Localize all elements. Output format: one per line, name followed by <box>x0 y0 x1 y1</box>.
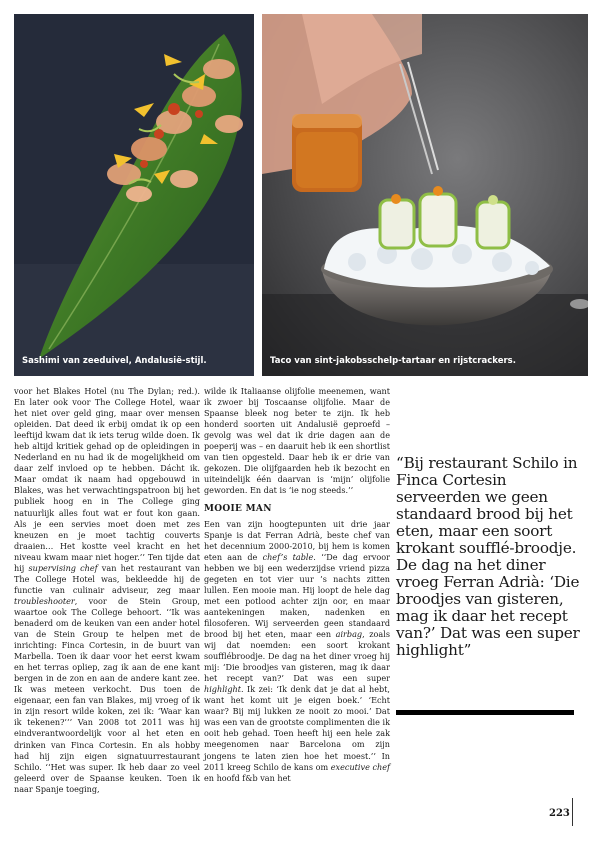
page-number: 223 <box>549 808 570 819</box>
section-heading: MOOIE MAN <box>204 504 272 515</box>
emphasis-term: chef’s table <box>262 551 314 562</box>
emphasis-term: highlight <box>204 684 242 695</box>
emphasis-term: troubleshooter <box>14 595 75 606</box>
article-paragraph: wilde ik Italiaanse olijfolie meenemen, want ik zwoer bij Toscaanse olijfolie. Maar de Spaanse bleek nog beter te zijn. Ik heb honderd soorten uit Andalusië geproefd – gevolg was wel dat ik drie dagen aan de poeperij was – en daaruit heb ik een shortlist van tien opgesteld. Daar heb ik er drie van gekozen. Die olijfgaarden heb ik bezocht en uiteindelijk één daarvan is ‘mijn’ olijfolie geworden. En dat is ‘ie nog steeds.’’ <box>204 386 390 496</box>
page-number-divider <box>572 798 573 826</box>
article-paragraph: voor het Blakes Hotel (nu The Dylan; red.). En later ook voor The College Hotel, waar het niet over geld ging, maar over mensen opleiden. Dat deed ik erbij omdat ik op een leeftijd kwam dat ik iets terug wilde doen. Ik heb altijd kritiek gehad op de opleidingen in Nederland en nu had ik de mogelijkheid om daar zelf invloed op te hebben. Dácht ik. Maar omdat ik naam had opgebouwd in Blakes, was het verwachtingspatroon bij het publiek hoog en in The College ging natuurlijk alles fout wat er fout kon gaan. Als je een servies moet doen met zes kneuzen en je moet tachtig couverts draaien… Het kostte veel kracht en het niveau kwam maar niet hoger.’’ Ten tijde dat hij supervising chef van het restaurant van The College Hotel was, bekleedde hij de functie van culinair adviseur, zeg maar troubleshooter, voor de Stein Group, waartoe ook The College behoort. ‘‘Ik was benaderd om de keuken van een ander hotel van de Stein Group te helpen met de inrichting: Finca Cortesin, in de buurt van Marbella. Toen ik daar voor het eerst kwam en het terras opliep, zag ik aan de ene kant bergen in de zon en aan de andere kant zee. Ik was meteen verkocht. Dus toen de eigenaar, een fan van Blakes, mij vroeg of ik in zijn resort wilde koken, zei ik: ‘Waar kan ik tekenen?’’’ Van 2008 tot 2011 was hij eindverantwoordelijk voor al het eten en drinken van Finca Cortesin. En als hobby had hij zijn eigen signatuurrestaurant Schilo. ‘‘Het was super. Ik heb daar zo veel geleerd over de Spaanse keuken. Toen ik naar Spanje toeging, <box>14 386 200 794</box>
pull-quote: “Bij restaurant Schilo in Finca Cortesin serveerden we geen standaard brood bij het eten, maar een soort krokant soufflé-broodje. De dag na het diner vroeg Ferran Adrià: ‘Die broodjes van gisteren, mag ik daar het recept van?’ Dat was een super highlight” <box>396 454 580 659</box>
emphasis-term: airbag <box>335 628 363 639</box>
photo-caption-left: Sashimi van zeeduivel, Andalusië-stijl. <box>22 355 207 366</box>
article-paragraph: Een van zijn hoogtepunten uit drie jaar Spanje is dat Ferran Adrià, beste chef van het decennium 2000-2010, bij hem is komen eten aan de chef’s table. ‘‘De dag ervoor hebben we bij een wederzijdse vriend pizza gegeten en tot vier uur ’s nachts zitten lullen. Een mooie man. Hij loopt de hele dag met een potlood achter zijn oor, en maar aantekeningen maken, nadenken en filosoferen. Wij serveerden geen standaard brood bij het eten, maar een airbag, zoals wij dat noemden: een soort krokant soufflébroodje. De dag na het diner vroeg hij mij: ‘Die broodjes van gisteren, mag ik daar het recept van?’ Dat was een super highlight. Ik zei: ‘Ik denk dat je dat al hebt, want het komt uit je eigen boek.’ ‘Echt waar? Bij mij lukken ze nooit zo mooi.’ Dat was een van de grootste complimenten die ik ooit heb gehad. Toen heeft hij een hele zak meegenomen naar Barcelona om zijn jongens te laten zien hoe het moest.’’ In 2011 kreeg Schilo de kans om executive chef en hoofd f&b van het <box>204 518 391 783</box>
article-column-1 <box>14 386 200 795</box>
photo-caption-right: Taco van sint-jakobsschelp-tartaar en rijstcrackers. <box>270 355 516 366</box>
photo-taco <box>262 14 588 376</box>
pull-quote-rule <box>396 710 574 715</box>
emphasis-term: executive chef <box>330 761 391 772</box>
article-column-2 <box>204 386 390 784</box>
sashimi-illustration <box>14 14 254 376</box>
taco-illustration <box>262 14 588 376</box>
emphasis-term: supervising chef <box>28 562 98 573</box>
photo-sashimi <box>14 14 254 376</box>
